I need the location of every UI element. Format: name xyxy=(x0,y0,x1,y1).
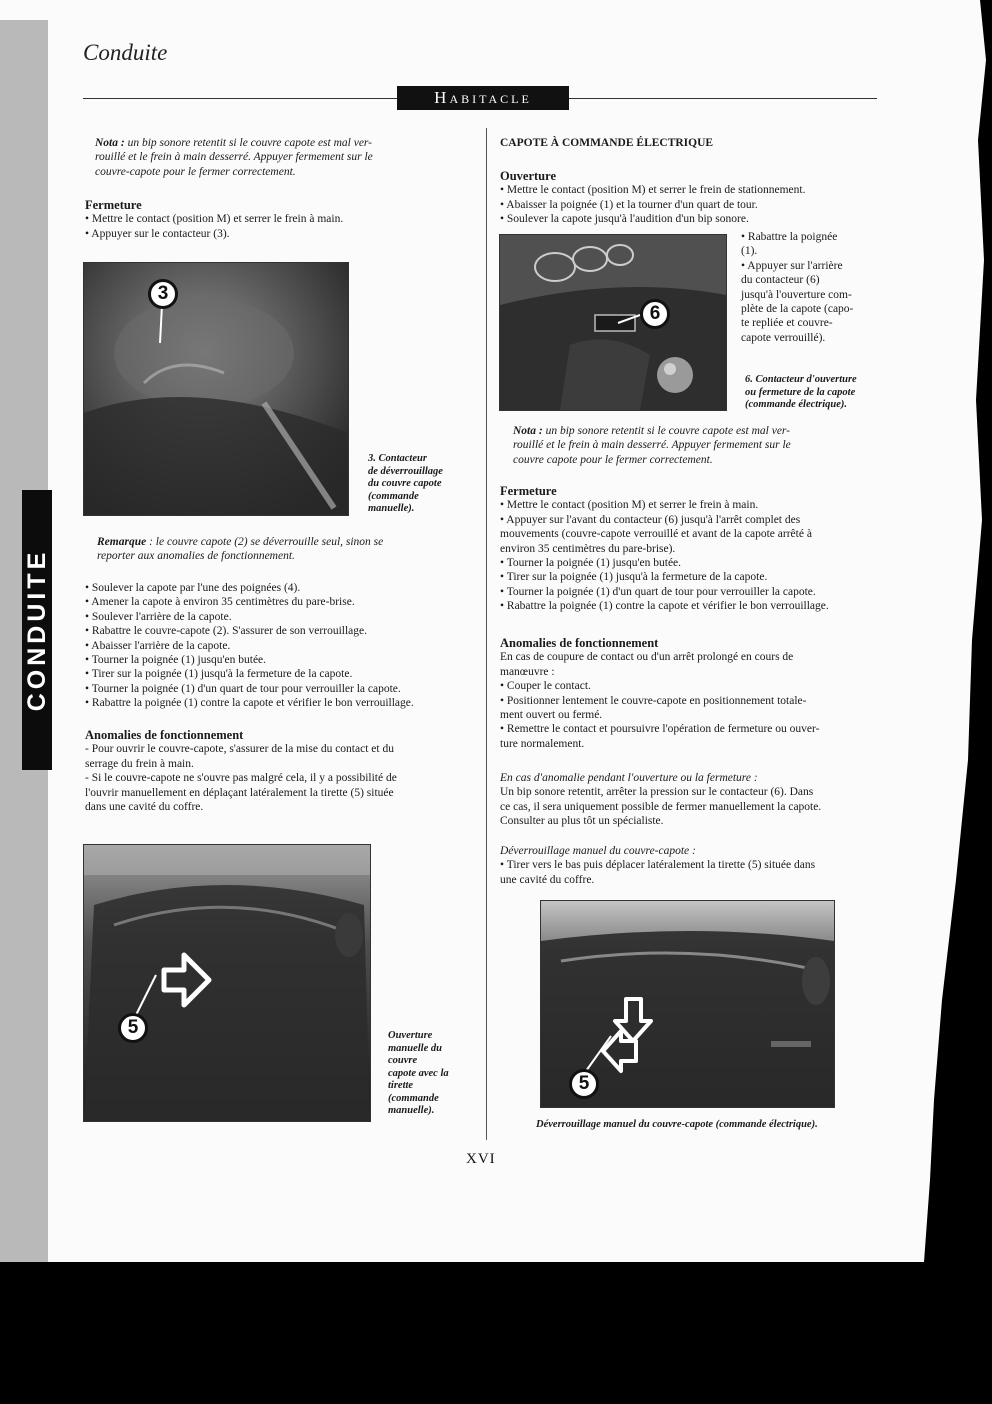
paragraph-line: • Couper le contact. xyxy=(500,680,591,693)
paragraph-line: Un bip sonore retentit, arrêter la pression sur le contacteur (6). Dans xyxy=(500,786,814,799)
right-fermeture-section xyxy=(500,484,876,614)
list-item: • Tourner la poignée (1) d'un quart de tour pour verrouiller la capote. xyxy=(85,682,401,695)
right-ouverture-section xyxy=(500,169,880,227)
column-divider xyxy=(486,128,487,1140)
trunk-photo-manual-image xyxy=(84,845,370,1121)
dashboard-photo xyxy=(499,234,727,411)
paragraph-line: • Tourner la poignée (1) d'un quart de tour pour verrouiller la capote. xyxy=(500,585,816,598)
caption-line: de déverrouillage xyxy=(368,465,443,477)
paragraph-line: • Mettre le contact (position M) et serrer le frein à main. xyxy=(500,499,759,512)
paragraph-line: En cas de coupure de contact ou d'un arrêt prolongé en cours de xyxy=(500,651,794,664)
section-title: CAPOTE À COMMANDE ÉLECTRIQUE xyxy=(500,137,714,149)
photo-caption xyxy=(388,1030,473,1118)
torn-right-edge xyxy=(912,0,992,1262)
page-title: Conduite xyxy=(83,40,168,65)
right-nota xyxy=(513,424,863,467)
paragraph-line: Consulter au plus tôt un spécialiste. xyxy=(500,815,664,828)
trunk-photo-manual xyxy=(83,844,371,1122)
header-rule-right xyxy=(569,98,877,99)
trunk-photo-electric xyxy=(540,900,835,1108)
remarque-label: Remarque xyxy=(97,536,147,548)
subheading: En cas d'anomalie pendant l'ouverture ou la fermeture : xyxy=(500,772,758,784)
right-deverrouillage xyxy=(500,844,876,887)
paragraph-line: une cavité du coffre. xyxy=(500,873,595,886)
list-item: • Tourner la poignée (1) jusqu'en butée. xyxy=(85,654,267,667)
callout-6: 6 xyxy=(640,299,670,329)
list-item: • Abaisser l'arrière de la capote. xyxy=(85,639,231,652)
paragraph-line: ce cas, il sera uniquement possible de fermer manuellement la capote. xyxy=(500,800,822,813)
paragraph-line: • Tourner la poignée (1) jusqu'en butée. xyxy=(500,557,682,570)
paragraph-line: serrage du frein à main. xyxy=(85,757,194,770)
nota-label: Nota : xyxy=(513,425,543,437)
paragraph-line: • Appuyer sur l'arrière xyxy=(741,259,843,272)
callout-3: 3 xyxy=(148,279,178,309)
right-anomalies-section xyxy=(500,636,876,751)
right-side-text xyxy=(741,230,873,345)
paragraph-line: te repliée et couvre- xyxy=(741,317,833,330)
photo-caption: Déverrouillage manuel du couvre-capote (commande électrique). xyxy=(536,1119,818,1130)
paragraph-line: ture normalement. xyxy=(500,737,585,750)
paragraph-line: (1). xyxy=(741,245,758,258)
paragraph-line: • Rabattre la poignée (1) contre la capote et vérifier le bon verrouillage. xyxy=(500,600,829,613)
caption-line: couvre xyxy=(388,1055,418,1066)
paragraph-line: jusqu'à l'ouverture com- xyxy=(741,288,852,301)
list-item: • Soulever l'arrière de la capote. xyxy=(85,610,232,623)
paragraph-line: environ 35 centimètres du pare-brise). xyxy=(500,542,676,555)
nota-line: rouillé et le frein à main desserré. Appuyer fermement sur le xyxy=(513,439,791,452)
contacteur-photo-image xyxy=(84,263,348,515)
list-item: • Soulever la capote jusqu'à l'audition d'un bip sonore. xyxy=(500,213,749,226)
paragraph-line: • Rabattre la poignée xyxy=(741,231,838,243)
paragraph-line: • Appuyer sur l'avant du contacteur (6) jusqu'à l'arrêt complet des xyxy=(500,513,801,526)
caption-line: (commande xyxy=(368,490,419,502)
right-anomalie-sub xyxy=(500,771,876,829)
caption-line: tirette xyxy=(388,1080,414,1091)
nota-line: couvre capote pour le fermer correctement. xyxy=(513,453,713,466)
paragraph-line: l'ouvrir manuellement en déplaçant latéralement la tirette (5) située xyxy=(85,786,394,799)
list-item: • Soulever la capote par l'une des poignées (4). xyxy=(85,582,301,594)
list-item: • Appuyer sur le contacteur (3). xyxy=(85,227,230,240)
side-tab xyxy=(22,490,52,770)
list-item: • Amener la capote à environ 35 centimètres du pare-brise. xyxy=(85,596,355,609)
list-item: • Rabattre la poignée (1) contre la capote et vérifier le bon verrouillage. xyxy=(85,697,414,710)
left-anomalies-section xyxy=(85,728,459,814)
paragraph-line: mouvements (couvre-capote verrouillé et avant de la capote arrêté à xyxy=(500,528,812,541)
scan-border-bottom xyxy=(0,1262,992,1404)
subheading: Déverrouillage manuel du couvre-capote : xyxy=(500,845,696,857)
contacteur-photo xyxy=(83,262,349,516)
section-badge: Habitacle xyxy=(397,86,569,110)
paragraph-line: - Si le couvre-capote ne s'ouvre pas malgré cela, il y a possibilité de xyxy=(85,772,397,785)
paragraph-line: plète de la capote (capo- xyxy=(741,303,854,316)
list-item: • Mettre le contact (position M) et serrer le frein à main. xyxy=(85,213,344,226)
caption-line: (commande électrique). xyxy=(745,399,848,410)
caption-line: 3. Contacteur xyxy=(368,453,427,464)
page-number: XVI xyxy=(466,1151,496,1167)
remarque-line: : le couvre capote (2) se déverrouille seul, sinon se xyxy=(149,536,384,548)
caption-line: capote avec la xyxy=(388,1067,449,1079)
paragraph-line: - Pour ouvrir le couvre-capote, s'assurer de la mise du contact et du xyxy=(85,743,394,756)
paragraph-line: • Positionner lentement le couvre-capote en positionnement totale- xyxy=(500,694,807,707)
caption-line: ou fermeture de la capote xyxy=(745,386,856,398)
caption-line: Ouverture xyxy=(388,1030,433,1041)
caption-line: manuelle). xyxy=(368,503,415,514)
caption-line: manuelle du xyxy=(388,1042,442,1054)
section-heading: Fermeture xyxy=(85,198,142,212)
list-item: • Mettre le contact (position M) et serrer le frein de stationnement. xyxy=(500,184,806,197)
paragraph-line: capote verrouillé). xyxy=(741,331,826,344)
dashboard-photo-image xyxy=(500,235,726,410)
section-heading: Fermeture xyxy=(500,484,557,498)
left-fermeture-section xyxy=(85,198,465,241)
paragraph-line: dans une cavité du coffre. xyxy=(85,801,204,814)
section-heading: Anomalies de fonctionnement xyxy=(500,636,659,650)
side-tab-label: CONDUITE xyxy=(23,548,51,712)
paragraph-line: • Tirer vers le bas puis déplacer latéralement la tirette (5) située dans xyxy=(500,859,816,872)
left-nota xyxy=(95,136,447,179)
nota-line: couvre-capote pour le fermer correctement. xyxy=(95,165,296,178)
section-heading: Ouverture xyxy=(500,169,557,183)
nota-line: rouillé et le frein à main desserré. Appuyer fermement sur le xyxy=(95,151,373,164)
caption-line: manuelle). xyxy=(388,1105,435,1116)
caption-line: du couvre capote xyxy=(368,478,442,489)
header-rule-left xyxy=(83,98,397,99)
caption-line: (commande xyxy=(388,1092,439,1104)
nota-label: Nota : xyxy=(95,137,125,149)
callout-5: 5 xyxy=(118,1013,148,1043)
steps-list xyxy=(85,581,465,711)
paragraph-line: du contacteur (6) xyxy=(741,274,820,287)
right-title xyxy=(500,136,876,150)
paragraph-line: ment ouvert ou fermé. xyxy=(500,709,603,722)
list-item: • Rabattre le couvre-capote (2). S'assurer de son verrouillage. xyxy=(85,625,367,638)
list-item: • Abaisser la poignée (1) et la tourner d'un quart de tour. xyxy=(500,198,758,211)
caption-line: 6. Contacteur d'ouverture xyxy=(745,374,857,385)
nota-line: un bip sonore retentit si le couvre capote est mal ver- xyxy=(545,425,790,437)
paragraph-line: • Tirer sur la poignée (1) jusqu'à la fermeture de la capote. xyxy=(500,571,768,584)
remarque-line: reporter aux anomalies de fonctionnement. xyxy=(97,550,295,563)
paragraph-line: • Remettre le contact et poursuivre l'opération de fermeture ou ouver- xyxy=(500,723,820,736)
section-heading: Anomalies de fonctionnement xyxy=(85,728,244,742)
paragraph-line: manœuvre : xyxy=(500,665,555,678)
photo-caption xyxy=(745,374,875,412)
callout-5-electric: 5 xyxy=(569,1069,599,1099)
photo-caption xyxy=(368,453,468,516)
remarque xyxy=(97,535,449,564)
list-item: • Tirer sur la poignée (1) jusqu'à la fermeture de la capote. xyxy=(85,668,353,681)
nota-line: un bip sonore retentit si le couvre capote est mal ver- xyxy=(127,137,372,149)
